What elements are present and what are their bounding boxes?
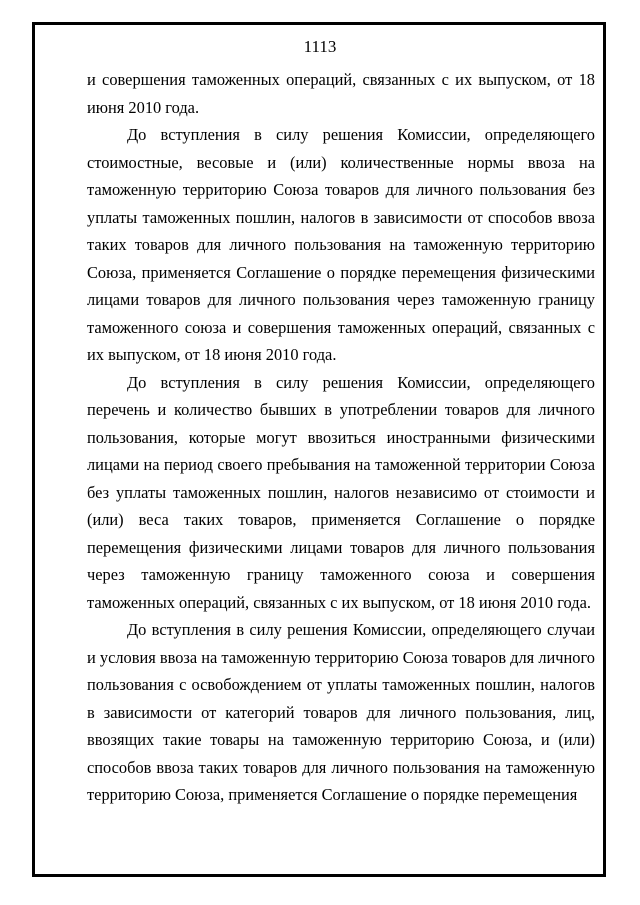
paragraph-continuation: и совершения таможенных операций, связанных с их выпуском, от 18 июня 2010 года. — [87, 70, 595, 117]
page-number: 1113 — [303, 37, 337, 56]
document-body — [87, 66, 595, 809]
paragraph: До вступления в силу решения Комиссии, определяющего стоимостные, весовые и (или) количественные нормы ввоза на таможенную территорию Союза товаров для личного пользования без уплаты таможенных пошлин, налогов в зависимости от способов ввоза таких товаров для личного пользования на таможенную территорию Союза, применяется Соглашение о порядке перемещения физическими лицами товаров для личного пользования через таможенную границу таможенного союза и совершения таможенных операций, связанных с их выпуском, от 18 июня 2010 года. — [87, 125, 595, 364]
paragraph: До вступления в силу решения Комиссии, определяющего перечень и количество бывших в употреблении товаров для личного пользования, которые могут ввозиться иностранными физическими лицами на период своего пребывания на таможенной территории Союза без уплаты таможенных пошлин, налогов независимо от стоимости и (или) веса таких товаров, применяется Соглашение о порядке перемещения физическими лицами товаров для личного пользования через таможенную границу таможенного союза и совершения таможенных операций, связанных с их выпуском, от 18 июня 2010 года. — [87, 372, 595, 612]
paragraph: До вступления в силу решения Комиссии, определяющего случаи и условия ввоза на таможенную территорию Союза товаров для личного пользования с освобождением от уплаты таможенных пошлин, налогов в зависимости от категорий товаров для личного пользования, лиц, ввозящих такие товары на таможенную территорию Союза, и (или) способов ввоза таких товаров для личного пользования на таможенную территорию Союза, применяется Соглашение о порядке перемещения — [87, 620, 595, 804]
